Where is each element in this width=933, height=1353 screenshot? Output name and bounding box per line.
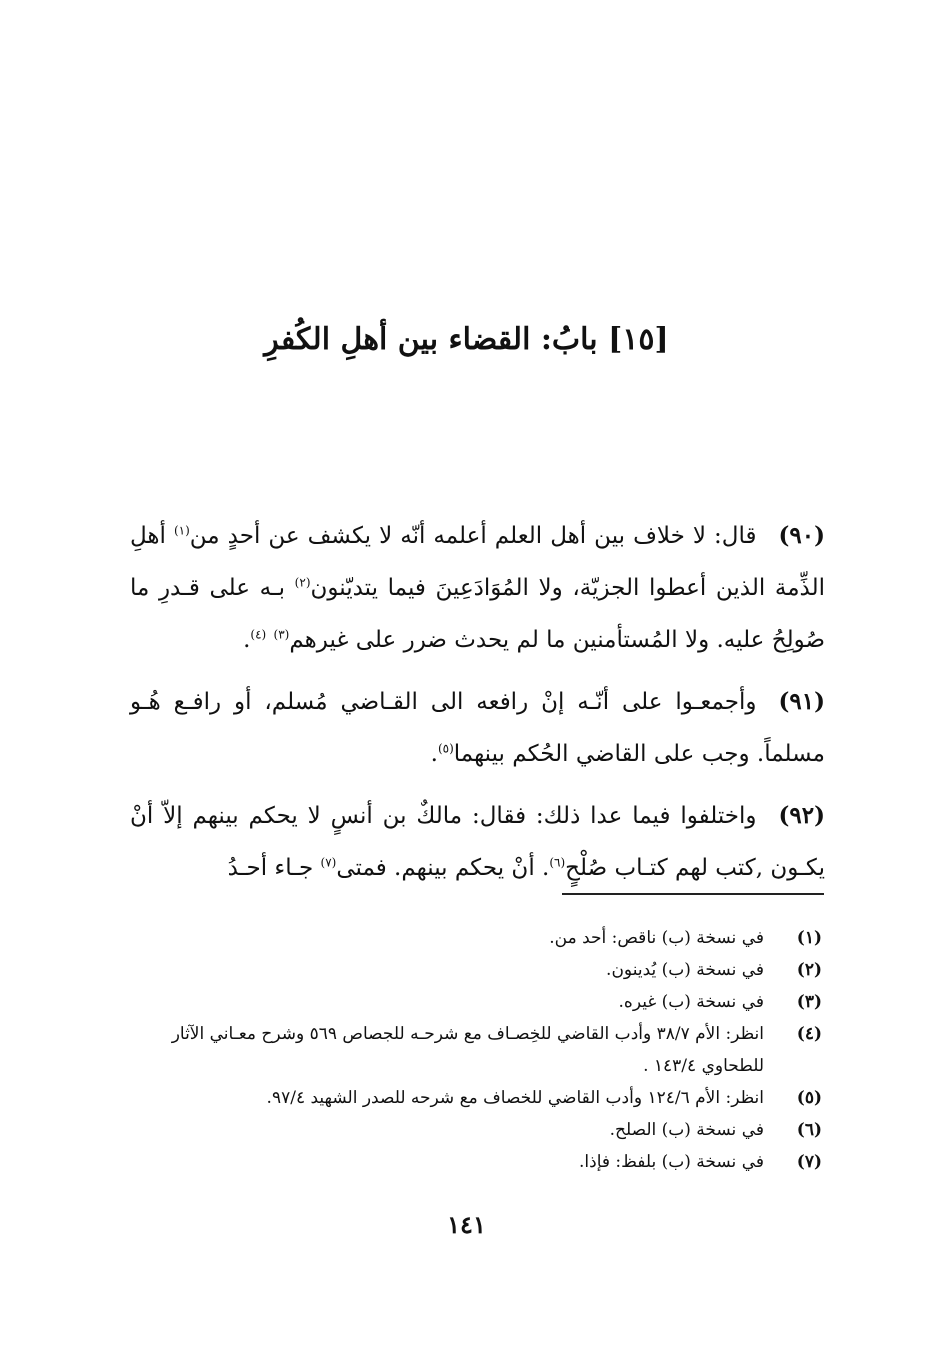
paragraph-text: جـاء أحـدُ bbox=[227, 855, 321, 881]
footnotes bbox=[110, 922, 822, 1178]
chapter-title: [١٥] بابُ: القضاء بين أهلِ الكُفرِ bbox=[264, 322, 669, 357]
paragraph-text bbox=[266, 627, 273, 653]
paragraph-text: قال: لا خلاف بين أهل العلم أعلمه أنّه لا يكشف عن أحدٍ من bbox=[189, 523, 757, 549]
main-text bbox=[130, 510, 825, 904]
footnote-number: (٤) bbox=[796, 1024, 822, 1044]
paragraph-90 bbox=[130, 510, 825, 666]
paragraph-text: واختلفوا فيما عدا ذلك: فقال: مالكٌ بن أنسٍ لا يحكم بينهم إلاّ أنْ يكـون ,كتب لهم كتـاب صُلْحٍ bbox=[130, 803, 825, 881]
footnote-text: في نسخة (ب) الصلح. bbox=[609, 1120, 764, 1140]
footnote-number: (٢) bbox=[796, 960, 822, 980]
paragraph-text: أهلِ الذِّمة الذين أعطوا الجزيّة، ولا المُوَادَعِينَ فيما يتديّنون bbox=[130, 523, 825, 601]
footnote-number: (٧) bbox=[796, 1152, 822, 1172]
footnote-item bbox=[110, 922, 822, 954]
footnote-ref: (٣) bbox=[273, 627, 290, 642]
footnote-number: (٦) bbox=[796, 1120, 822, 1140]
footnote-ref: (٢) bbox=[294, 575, 311, 590]
footnote-text: انظر: الأم ٣٨/٧ وأدب القاضي للخِصـاف مع شرحـه للجصاص ٥٦٩ وشرح معـاني الآثار للطحاوي ١٤٣/٤ . bbox=[171, 1024, 764, 1076]
paragraph-text: . أنْ يحكم بينهم. فمتى bbox=[336, 855, 550, 881]
footnote-text: في نسخة (ب) بلفظ: فإذا. bbox=[579, 1152, 764, 1172]
paragraph-number: (٩١) bbox=[778, 688, 825, 715]
paragraph-text: وأجمعـوا على أنّـه إنْ رافعه الى القـاضي مُسلم، أو رافـع هُـو مسلماً. وجب على القاضي الحُكم بينهما bbox=[130, 689, 825, 767]
footnote-text: انظر: الأم ١٢٤/٦ وأدب القاضي للخصاف مع شرحه للصدر الشهيد ٩٧/٤. bbox=[266, 1088, 764, 1108]
page-number: ١٤١ bbox=[447, 1210, 486, 1239]
footnote-ref: (٦) bbox=[549, 855, 566, 870]
footnote-ref: (١) bbox=[173, 523, 190, 538]
paragraph-92 bbox=[130, 790, 825, 894]
paragraph-number: (٩٠) bbox=[778, 522, 825, 549]
footnote-divider bbox=[562, 893, 824, 895]
footnote-ref: (٥) bbox=[437, 741, 454, 756]
footnote-number: (١) bbox=[796, 928, 822, 948]
footnote-number: (٣) bbox=[796, 992, 822, 1012]
footnote-item bbox=[110, 1146, 822, 1178]
footnote-item bbox=[110, 1018, 822, 1082]
footnote-ref: (٧) bbox=[320, 855, 337, 870]
footnote-ref: (٤) bbox=[250, 627, 267, 642]
footnote-text: في نسخة (ب) يُدينون. bbox=[606, 960, 764, 980]
paragraph-number: (٩٢) bbox=[778, 802, 825, 829]
paragraph-text: . bbox=[243, 627, 251, 653]
footnote-item bbox=[110, 986, 822, 1018]
paragraph-text: . bbox=[430, 741, 438, 767]
footnote-item bbox=[110, 954, 822, 986]
footnote-number: (٥) bbox=[796, 1088, 822, 1108]
footnote-item bbox=[110, 1114, 822, 1146]
paragraph-text: بـه على قـدرِ ما صُولِحُ عليه. ولا المُستأمنين ما لم يحدث ضرر على غيرهم bbox=[130, 575, 825, 653]
paragraph-91 bbox=[130, 676, 825, 780]
footnote-item bbox=[110, 1082, 822, 1114]
footnote-text: في نسخة (ب) غيره. bbox=[618, 992, 764, 1012]
footnote-text: في نسخة (ب) ناقص: أحد من. bbox=[549, 928, 764, 948]
